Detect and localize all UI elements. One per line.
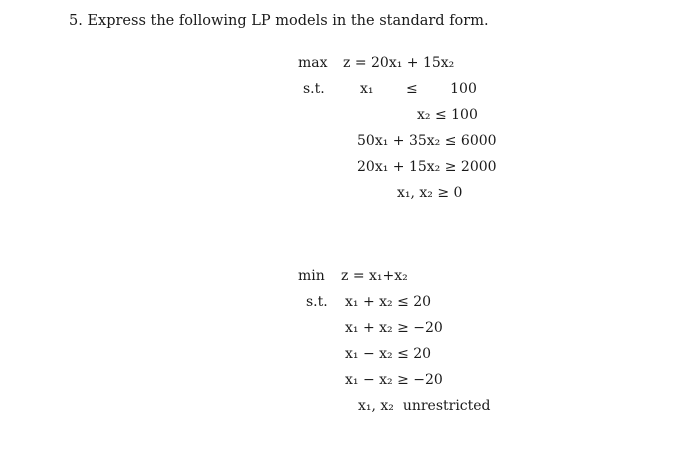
- problem-heading: 5. Express the following LP models in the standard form.: [69, 13, 489, 29]
- variable-domain-2: x₁, x₂ unrestricted: [358, 398, 491, 414]
- constraint-2-3: x₁ − x₂ ≤ 20: [345, 346, 432, 362]
- subject-to-label-1: s.t.: [303, 81, 325, 97]
- nonnegativity-1: x₁, x₂ ≥ 0: [397, 185, 463, 201]
- constraint-1-2: x₂ ≤ 100: [417, 107, 478, 123]
- subject-to-label-2: s.t.: [306, 294, 328, 310]
- objective-function-2: z = x₁+x₂: [341, 268, 408, 284]
- constraint-2-4: x₁ − x₂ ≥ −20: [345, 372, 443, 388]
- constraint-2-2: x₁ + x₂ ≥ −20: [345, 320, 443, 336]
- constraint-2-1: x₁ + x₂ ≤ 20: [345, 294, 432, 310]
- objective-label-max: max: [298, 55, 328, 71]
- constraint-1-3: 50x₁ + 35x₂ ≤ 6000: [357, 133, 497, 149]
- constraint-1-1: x₁ ≤ 100: [360, 81, 477, 97]
- objective-function-1: z = 20x₁ + 15x₂: [343, 55, 455, 71]
- objective-label-min: min: [298, 268, 325, 284]
- constraint-1-4: 20x₁ + 15x₂ ≥ 2000: [357, 159, 497, 175]
